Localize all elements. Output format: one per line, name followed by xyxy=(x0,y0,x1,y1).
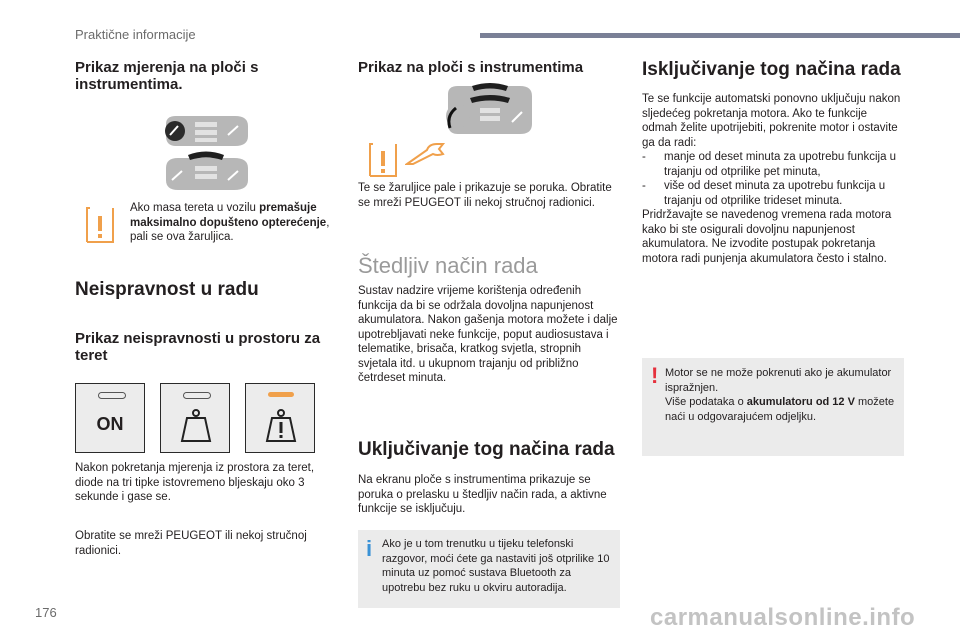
mode-activation-text: Na ekranu ploče s instrumentima prikazuje se poruka o prelasku u štedljiv način rada, a aktivne funkcije se isključuju. xyxy=(358,474,607,515)
section-title: Praktične informacije xyxy=(75,27,196,42)
heading-mode-deactivation: Isključivanje tog načina rada xyxy=(642,59,901,80)
weight-warning-button-tile xyxy=(245,383,315,453)
on-label: ON xyxy=(96,414,124,434)
wrench-icon xyxy=(405,142,449,166)
heading-load-display: Prikaz mjerenja na ploči s instrumentima. xyxy=(75,59,259,93)
battery-warning-box xyxy=(642,358,904,456)
page-number: 176 xyxy=(35,605,57,620)
deactivation-intro-text: Te se funkcije automatski ponovno uključuju nakon sljedećeg pokretanja motora. Ako te funkcije odmah želite upotrijebiti, pokrenite motor i ostavite ga da radi: xyxy=(642,93,901,149)
deactivation-list-item: - više od deset minuta za upotrebu funkcija u trajanju od otprilike trideset minuta. xyxy=(642,180,886,207)
overload-warning-text: Ako masa tereta u vozilu premašuje maksimalno dopušteno opterećenje, pali se ova žaruljica. xyxy=(130,202,330,243)
weight-button-tile xyxy=(160,383,230,453)
info-box-text: Ako je u tom trenutku u tijeku telefonski razgovor, moći ćete ga nastaviti još otprilike 10 minuta uz pomoć sustava Bluetooth za upotrebu bez ruku u okviru autoradija. xyxy=(382,538,610,594)
battery-warning-text: Motor se ne može pokrenuti ako je akumulator ispražnjen. Više podataka o akumulatoru od 12 V možete naći u odgovarajućem odjeljku. xyxy=(665,367,895,423)
deactivation-outro-text: Pridržavajte se navedenog vremena rada motora kako bi ste osigurali dovoljnu napunjenost akumulatora. Ne izvodite postupak pokretanja motora radi punjenja akumulatora često i stalno. xyxy=(642,209,892,265)
cargo-diode-text: Nakon pokretanja mjerenja iz prostora za teret, diode na tri tipke istovremeno bljeskaju oko 3 sekunde i gase se. xyxy=(75,462,315,503)
weight-warning-icon xyxy=(264,408,298,444)
watermark: carmanualsonline.info xyxy=(650,604,916,631)
contact-network-text: Obratite se mreži PEUGEOT ili nekoj stručnoj radionici. xyxy=(75,530,307,557)
instrument-panel-image-2 xyxy=(442,82,537,137)
deactivation-list-item: - manje od deset minuta za upotrebu funkcija u trajanju od otprilike pet minuta, xyxy=(642,151,897,178)
info-icon: i xyxy=(366,536,373,561)
service-lights-text: Te se žaruljice pale i prikazuje se poruka. Obratite se mreži PEUGEOT ili nekoj stručnoj radionici. xyxy=(358,182,612,209)
heading-economy-mode: Štedljiv način rada xyxy=(358,253,538,278)
heading-instrument-display: Prikaz na ploči s instrumentima xyxy=(358,59,584,76)
economy-mode-text: Sustav nadzire vrijeme korištenja određenih funkcija da bi se održala dovoljna napunjenost akumulatora. Nakon gašenja motora možete i dalje upotrebljavati neke funkcije, poput audiosustava i telematike, brisača, kratkog svjetla, stropnih svjetala itd. u ukupnom trajanju od približno četrdeset minuta. xyxy=(358,285,618,384)
weight-icon xyxy=(179,408,213,444)
warning-triangle-icon-2 xyxy=(367,140,399,178)
on-button-tile xyxy=(75,383,145,453)
warning-triangle-icon xyxy=(84,204,116,244)
exclamation-icon: ! xyxy=(651,363,659,388)
heading-cargo-malfunction: Prikaz neispravnosti u prostoru za teret xyxy=(75,330,321,364)
heading-mode-activation: Uključivanje tog načina rada xyxy=(358,439,615,460)
instrument-panel-image xyxy=(158,110,253,195)
info-box xyxy=(358,530,620,608)
heading-malfunction: Neispravnost u radu xyxy=(75,279,259,300)
header-accent-bar xyxy=(480,33,960,38)
